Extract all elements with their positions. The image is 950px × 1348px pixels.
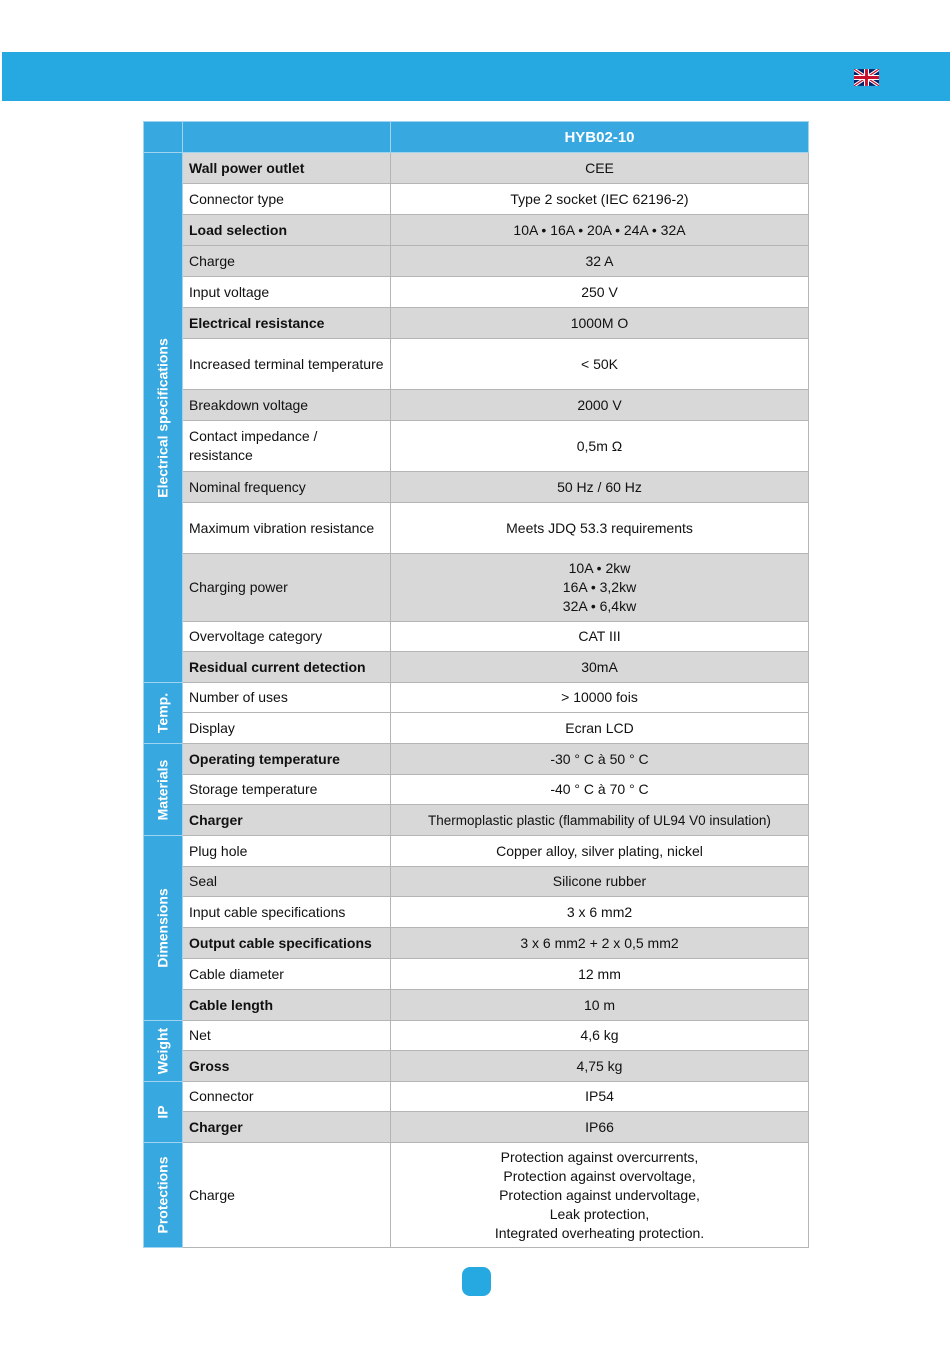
row-value: 50 Hz / 60 Hz (391, 472, 809, 503)
row-value: 2000 V (391, 390, 809, 421)
value-line: Integrated overheating protection. (494, 1224, 705, 1241)
table-row (144, 744, 809, 775)
row-label: Maximum vibration resistance (183, 503, 391, 554)
table-row (144, 390, 809, 421)
row-value: 1000M O (391, 308, 809, 339)
table-header-row (144, 122, 809, 153)
row-label: Plug hole (183, 836, 391, 867)
row-value: 10 m (391, 990, 809, 1021)
row-value: CAT III (391, 622, 809, 652)
table-row (144, 1021, 809, 1051)
table-row (144, 1082, 809, 1112)
row-value: 0,5m Ω (391, 421, 809, 472)
table-row (144, 959, 809, 990)
row-label: Breakdown voltage (183, 390, 391, 421)
model-header: HYB02-10 (391, 122, 809, 153)
row-value: IP54 (391, 1082, 809, 1112)
row-value: IP66 (391, 1112, 809, 1143)
value-line: Leak protection, (549, 1205, 650, 1222)
row-value: 4,75 kg (391, 1051, 809, 1082)
row-label: Charger (183, 1112, 391, 1143)
table-row (144, 928, 809, 959)
row-value: Ecran LCD (391, 713, 809, 744)
row-label: Load selection (183, 215, 391, 246)
row-label: Charger (183, 805, 391, 836)
header-band (2, 52, 950, 101)
row-value: > 10000 fois (391, 683, 809, 713)
row-label: Charge (183, 246, 391, 277)
row-label: Connector (183, 1082, 391, 1112)
table-row (144, 215, 809, 246)
row-value: -30 ° C à 50 ° C (391, 744, 809, 775)
row-label: Gross (183, 1051, 391, 1082)
row-label: Electrical resistance (183, 308, 391, 339)
category-materials: Materials (144, 744, 183, 836)
row-value: -40 ° C à 70 ° C (391, 775, 809, 805)
row-label: Wall power outlet (183, 153, 391, 184)
table-row (144, 1112, 809, 1143)
value-line: Protection against overcurrents, (500, 1148, 699, 1165)
value-line: 10A • 2kw (568, 560, 631, 576)
row-label: Input voltage (183, 277, 391, 308)
row-value: < 50K (391, 339, 809, 390)
table-row (144, 897, 809, 928)
table-row (144, 1051, 809, 1082)
row-value: CEE (391, 153, 809, 184)
table-row (144, 683, 809, 713)
category-protections: Protections (144, 1143, 183, 1248)
row-value: 10A • 16A • 20A • 24A • 32A (391, 215, 809, 246)
table-row (144, 867, 809, 897)
row-value-multiline (391, 554, 809, 622)
table-row (144, 775, 809, 805)
table-row (144, 554, 809, 622)
row-label: Display (183, 713, 391, 744)
row-value: Thermoplastic plastic (flammability of UL94 V0 insulation) (391, 805, 809, 836)
table-row (144, 421, 809, 472)
row-label: Cable diameter (183, 959, 391, 990)
row-value: 3 x 6 mm2 (391, 897, 809, 928)
value-line: 32A • 6,4kw (562, 598, 637, 614)
table-row (144, 339, 809, 390)
row-label: Contact impedance / resistance (183, 421, 391, 472)
table-row (144, 277, 809, 308)
row-label: Increased terminal temperature (183, 339, 391, 390)
table-row (144, 246, 809, 277)
table-row (144, 184, 809, 215)
row-value: 250 V (391, 277, 809, 308)
row-value: 12 mm (391, 959, 809, 990)
row-label: Cable length (183, 990, 391, 1021)
value-line: Protection against undervoltage, (499, 1186, 700, 1203)
value-line: Protection against overvoltage, (503, 1167, 696, 1184)
row-label: Net (183, 1021, 391, 1051)
spec-table (143, 121, 809, 1248)
row-value: Meets JDQ 53.3 requirements (391, 503, 809, 554)
row-label: Charging power (183, 554, 391, 622)
value-line: 16A • 3,2kw (562, 579, 637, 595)
table-row (144, 1143, 809, 1248)
table-row (144, 652, 809, 683)
row-label: Operating temperature (183, 744, 391, 775)
page-indicator (462, 1267, 491, 1296)
category-dimensions: Dimensions (144, 836, 183, 1021)
row-value: 4,6 kg (391, 1021, 809, 1051)
row-label: Overvoltage category (183, 622, 391, 652)
row-value: Copper alloy, silver plating, nickel (391, 836, 809, 867)
row-value-multiline (391, 1143, 809, 1248)
row-label: Input cable specifications (183, 897, 391, 928)
row-label: Output cable specifications (183, 928, 391, 959)
table-row (144, 805, 809, 836)
table-row (144, 622, 809, 652)
row-value: Type 2 socket (IEC 62196-2) (391, 184, 809, 215)
row-value: 3 x 6 mm2 + 2 x 0,5 mm2 (391, 928, 809, 959)
table-row (144, 308, 809, 339)
table-row (144, 836, 809, 867)
row-label: Seal (183, 867, 391, 897)
row-value: 32 A (391, 246, 809, 277)
header-blank-cell (183, 122, 391, 153)
row-label: Storage temperature (183, 775, 391, 805)
uk-flag-icon[interactable] (854, 69, 879, 86)
table-row (144, 713, 809, 744)
row-label: Residual current detection (183, 652, 391, 683)
category-temp: Temp. (144, 683, 183, 744)
row-label: Nominal frequency (183, 472, 391, 503)
category-electrical: Electrical specifications (144, 153, 183, 683)
header-blank-cell (144, 122, 183, 153)
category-ip: IP (144, 1082, 183, 1143)
row-value: Silicone rubber (391, 867, 809, 897)
table-row (144, 153, 809, 184)
category-weight: Weight (144, 1021, 183, 1082)
row-label: Connector type (183, 184, 391, 215)
row-label: Charge (183, 1143, 391, 1248)
table-row (144, 503, 809, 554)
table-row (144, 990, 809, 1021)
row-value: 30mA (391, 652, 809, 683)
row-label: Number of uses (183, 683, 391, 713)
table-row (144, 472, 809, 503)
